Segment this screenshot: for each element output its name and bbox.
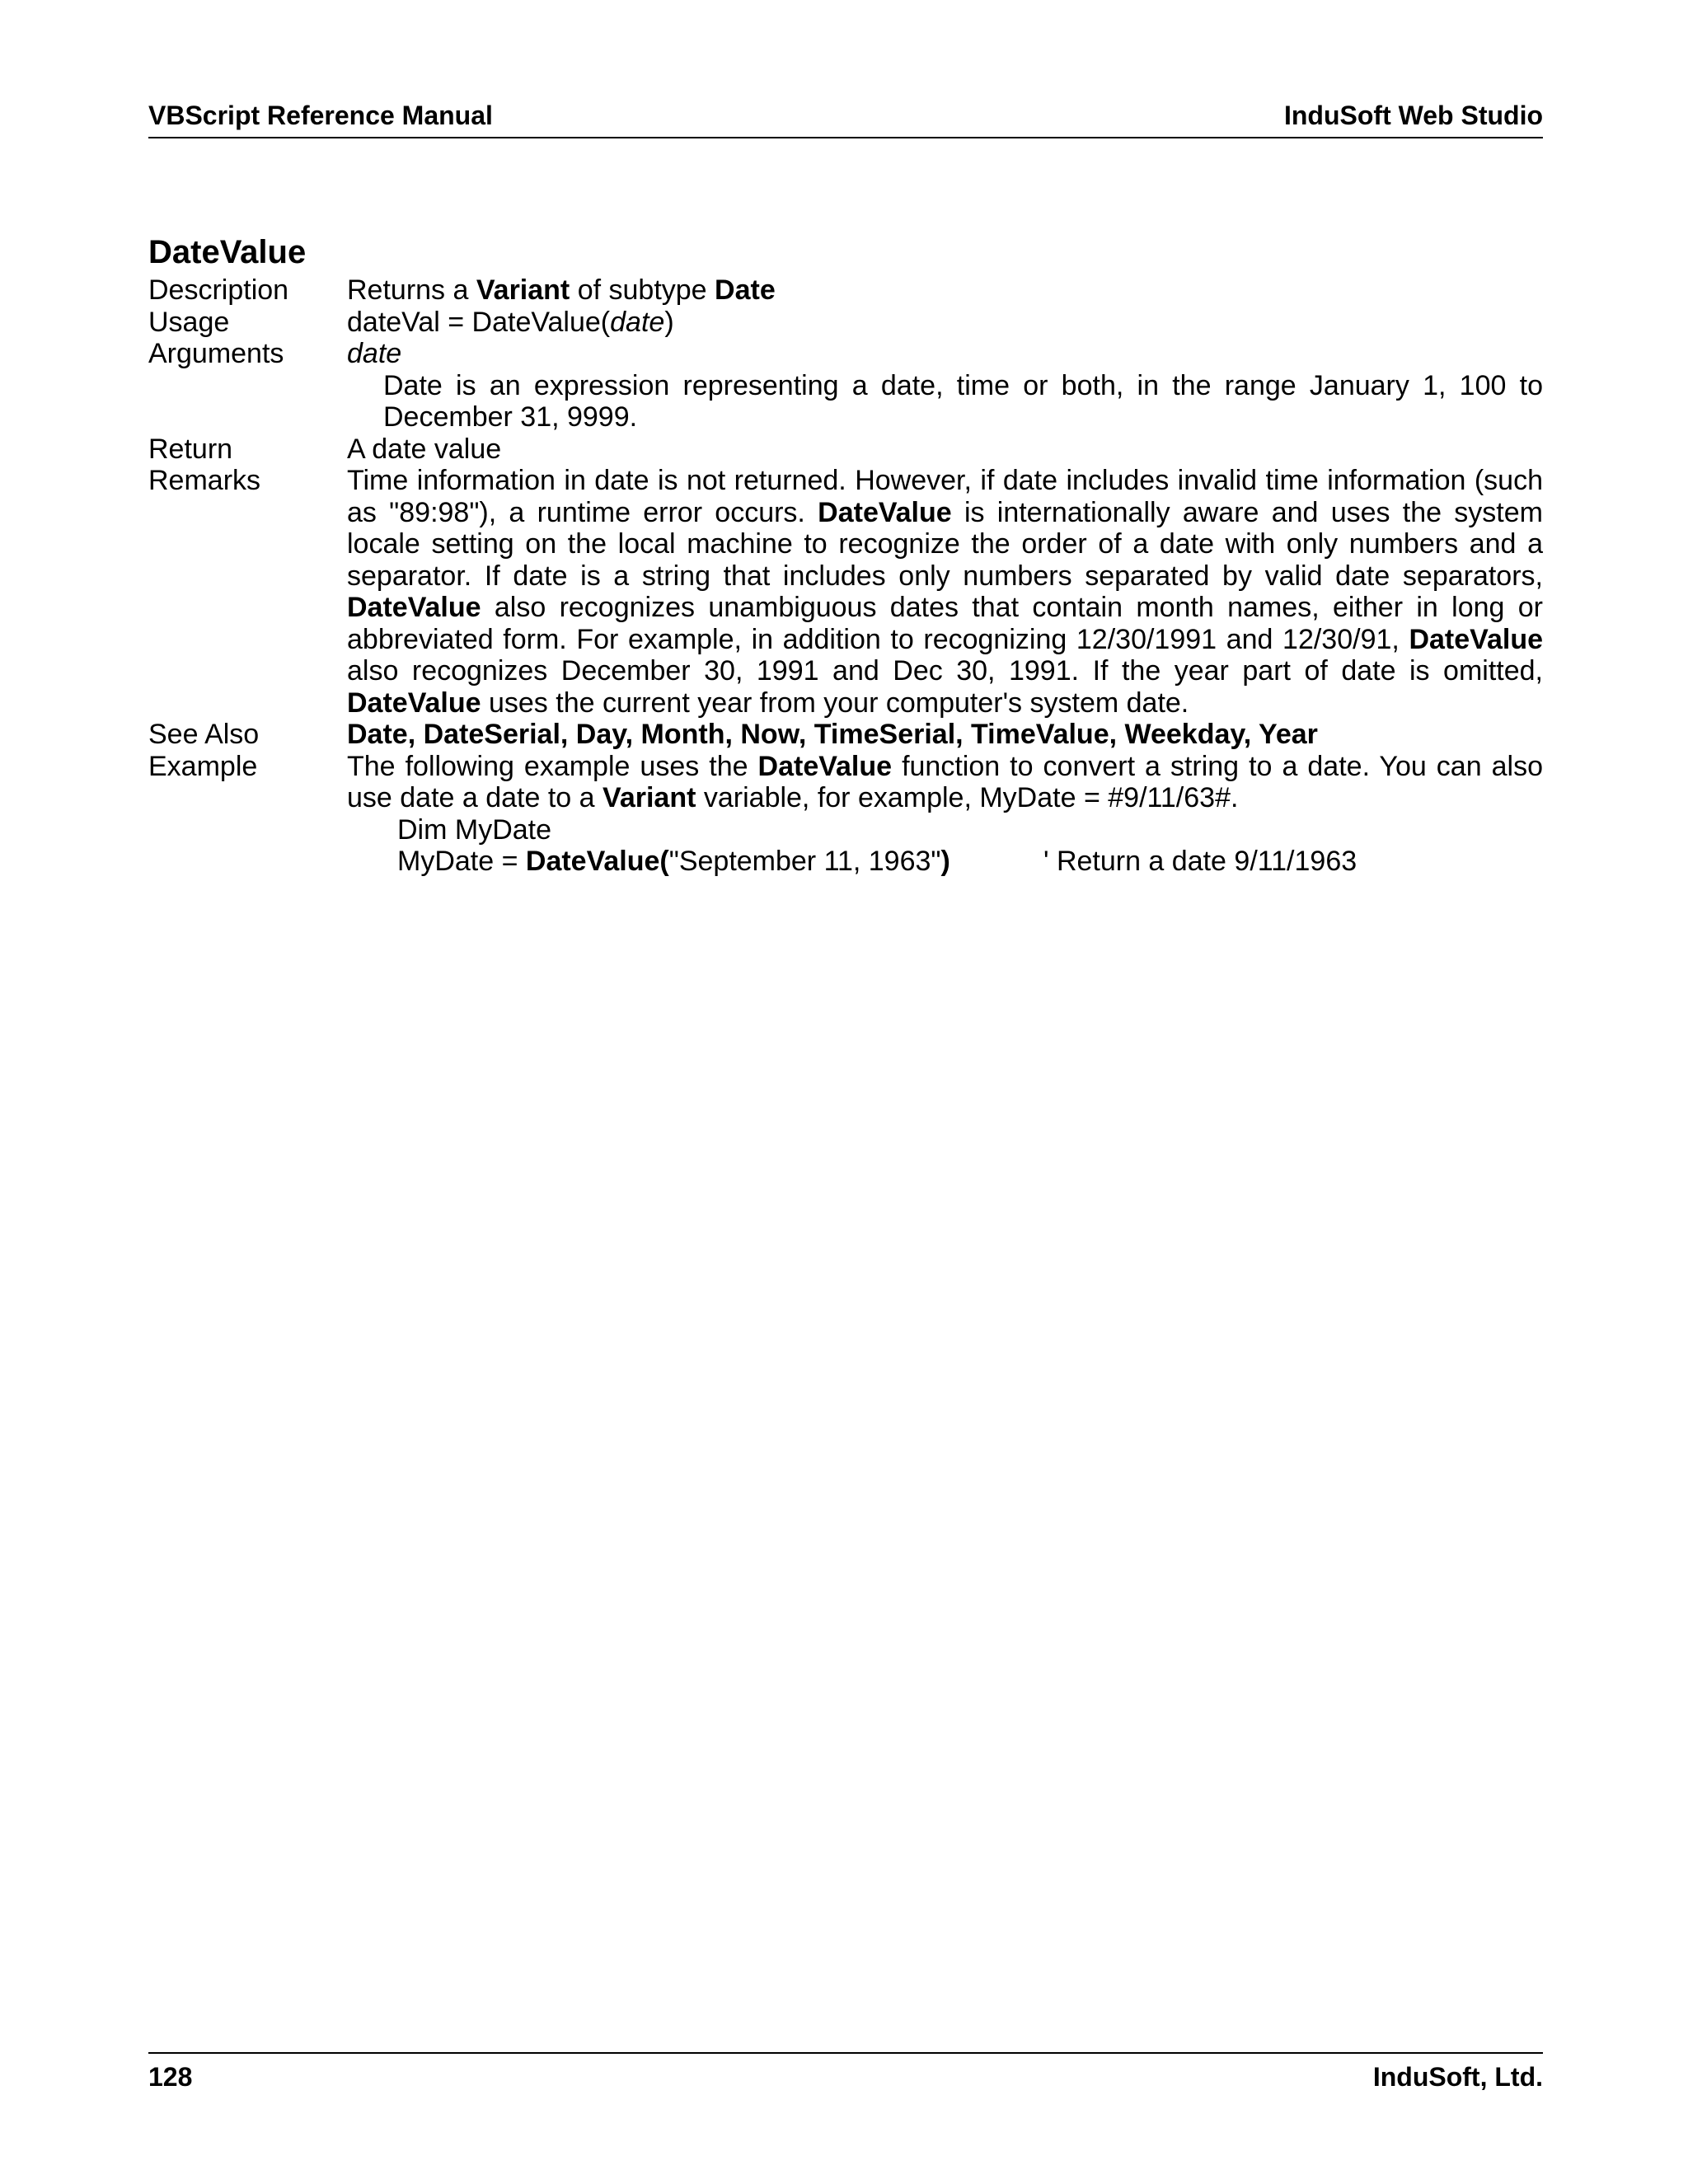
text-run: variable, for example, MyDate = #9/11/63#. (696, 782, 1239, 813)
description-label: Description (148, 274, 289, 306)
code-line-1: Dim MyDate (397, 813, 552, 846)
code-line-2 (397, 846, 1543, 878)
bold-run: Variant (476, 274, 570, 306)
bold-run: Variant (603, 782, 696, 813)
return-label: Return (148, 433, 233, 465)
italic-run: date (347, 338, 402, 369)
text-run: dateVal = DateValue( (347, 306, 611, 338)
text-run: function to convert a string to a date. You can also use date a date to a (347, 750, 1543, 813)
text-run: Returns a (347, 274, 476, 306)
text-run: uses the current year from your computer's system date. (481, 687, 1189, 719)
example-row (148, 751, 1543, 878)
entry-body (148, 274, 1543, 878)
see-also-list: Date, DateSerial, Day, Month, Now, TimeSerial, TimeValue, Weekday, Year (347, 719, 1318, 750)
text-run: is internationally aware and uses the system locale setting on the local machine to recognize the order of a date with only numbers and a separator. If date is a string that includes only numbers separated by valid date separators, (347, 496, 1543, 592)
bold-run: DateValue (347, 592, 481, 623)
description-text (347, 274, 1543, 307)
text-run: also recognizes December 30, 1991 and Dec 30, 1991. If the year part of date is omitted, (347, 655, 1543, 687)
usage-row (148, 307, 1543, 339)
text-run: MyDate = (397, 846, 526, 877)
bold-run: DateValue (1409, 623, 1543, 655)
bold-run: DateValue( (525, 846, 669, 877)
entry-title: DateValue (148, 234, 307, 270)
remarks-row (148, 465, 1543, 719)
manual-title: VBScript Reference Manual (148, 101, 493, 130)
page-number: 128 (148, 2062, 193, 2092)
example-text (347, 751, 1543, 814)
remarks-label: Remarks (148, 465, 261, 496)
argument-name (347, 338, 1543, 370)
text-run: ) (664, 306, 674, 338)
arguments-content (347, 338, 1543, 434)
page-header (148, 97, 1543, 138)
see-also-row (148, 719, 1543, 751)
example-label: Example (148, 750, 258, 782)
text-run: The following example uses the (347, 750, 758, 782)
bold-run: DateValue (818, 496, 952, 528)
see-also-links (347, 719, 1543, 751)
text-run: Time information in date is not returned. However, if date includes invalid time information (such as "89:98"), a runtime error occurs. (347, 465, 1543, 528)
bold-run: DateValue (757, 750, 893, 782)
usage-label: Usage (148, 306, 230, 338)
company-name: InduSoft, Ltd. (1372, 2062, 1543, 2092)
bold-run: DateValue (347, 687, 481, 719)
argument-description: Date is an expression representing a date, time or both, in the range January 1, 100 to December 31, 9999. (383, 369, 1543, 433)
usage-text (347, 307, 1543, 339)
page-footer (148, 2052, 1543, 2103)
code-comment: ' Return a date 9/11/1963 (1043, 846, 1357, 877)
italic-run: date (610, 306, 665, 338)
example-content (347, 751, 1543, 878)
bold-run: Date (715, 274, 776, 306)
bold-run: ) (940, 846, 950, 877)
arguments-label: Arguments (148, 338, 284, 369)
return-text: A date value (347, 433, 502, 465)
see-also-label: See Also (148, 719, 260, 750)
remarks-text (347, 465, 1543, 719)
return-row (148, 434, 1543, 466)
text-run: "September 11, 1963" (668, 846, 941, 877)
text-run: of subtype (570, 274, 715, 306)
text-run: also recognizes unambiguous dates that contain month names, either in long or abbreviated form. For example, in addition to recognizing 12/30/1991 and 12/30/91, (347, 592, 1543, 655)
product-name: InduSoft Web Studio (1283, 101, 1543, 130)
description-row (148, 274, 1543, 307)
arguments-row (148, 338, 1543, 434)
